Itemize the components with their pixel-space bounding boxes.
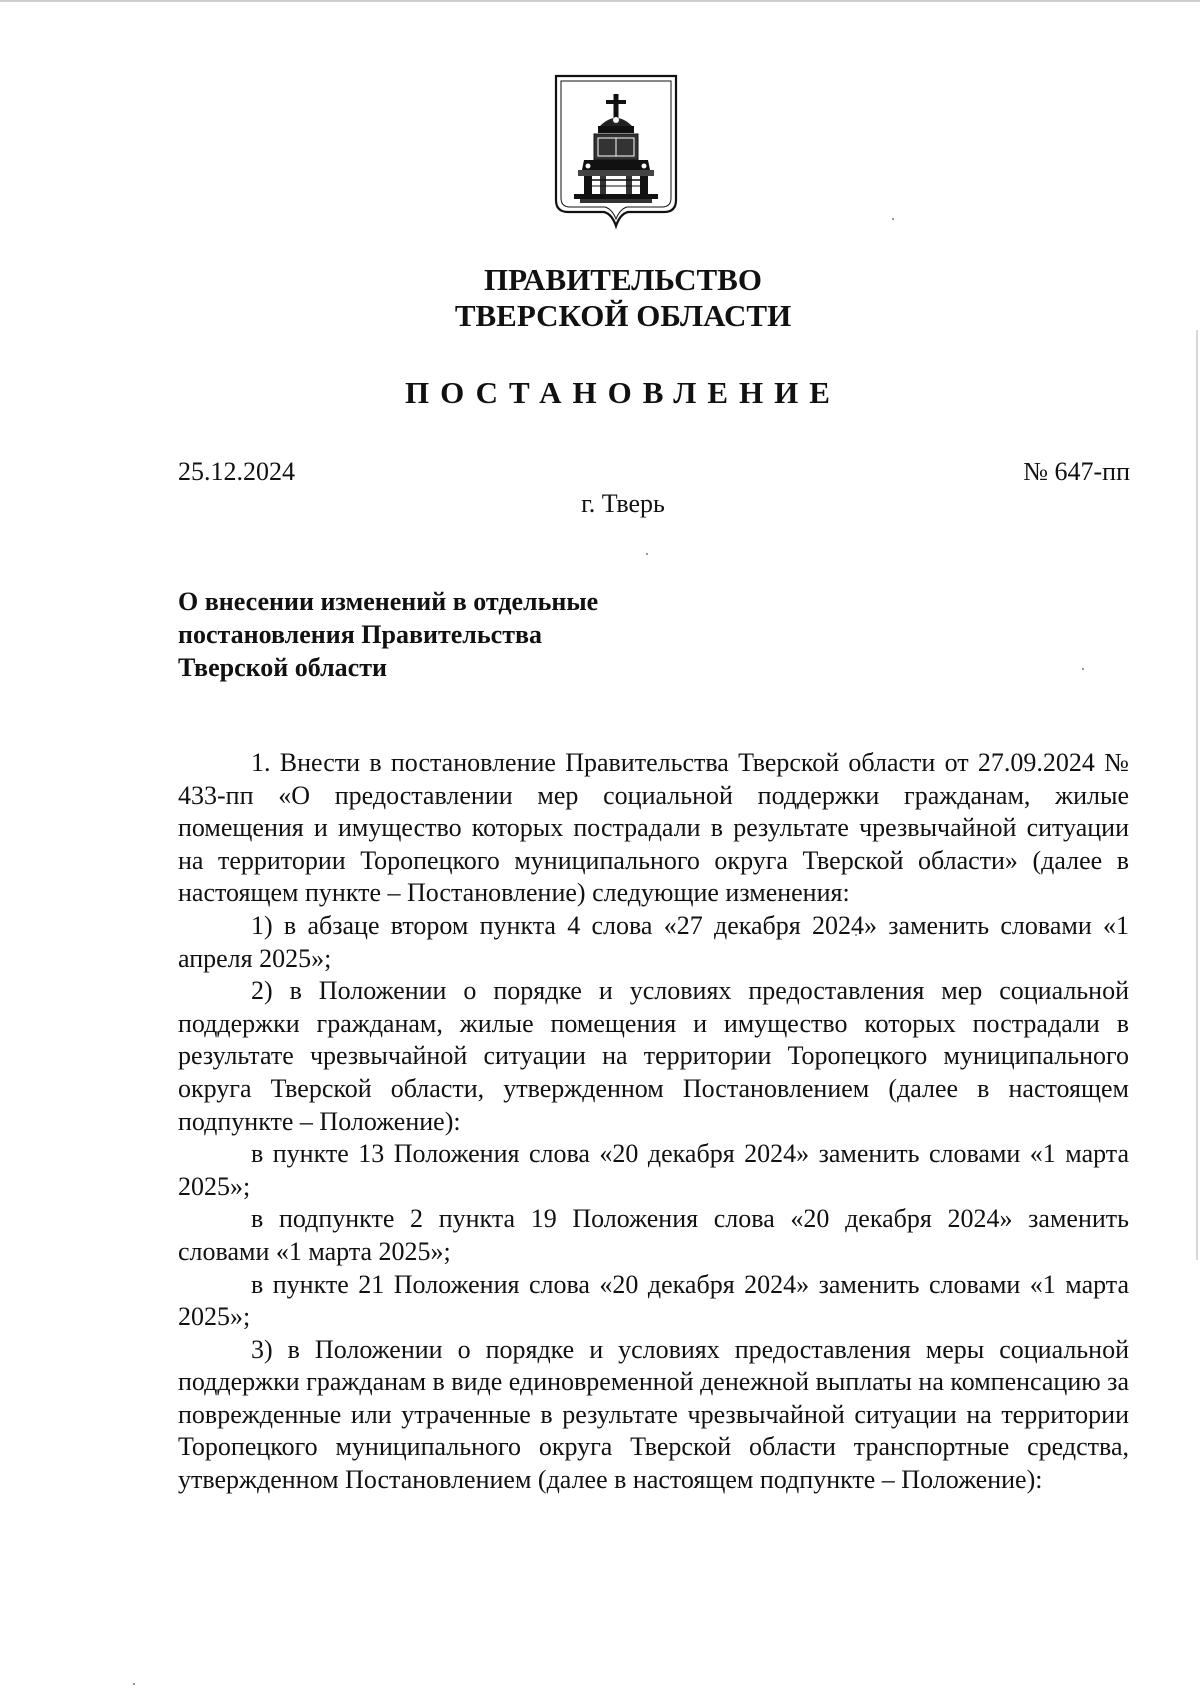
subject-line: постановления Правительства: [178, 620, 542, 649]
scan-edge-top: [0, 0, 1200, 2]
body-paragraph: в пункте 13 Положения слова «20 декабря 2024» заменить словами «1 марта 2025»;: [178, 1139, 1129, 1201]
body-paragraph: 2) в Положении о порядке и условиях предоставления мер социальной поддержки гражданам, жилые помещения и имущество которых пострадали в результате чрезвычайной ситуации на территории Торопецкого муниципального округа Тверской области, утвержденном Постановлением (далее в настоящем подпункте – Положение):: [178, 976, 1129, 1136]
coat-of-arms-icon: [554, 74, 678, 230]
scan-speck: [133, 1683, 135, 1685]
scan-speck: [646, 553, 648, 555]
government-title-line1: ПРАВИТЕЛЬСТВО: [484, 262, 762, 297]
body-paragraph: 1. Внести в постановление Правительства Тверской области от 27.09.2024 № 433-пп «О предоставлении мер социальной поддержки гражданам, жилые помещения и имущество которых пострадали в результате чрезвычайной ситуации на территории Торопецкого муниципального округа Тверской области» (далее в настоящем пункте – Постановление) следующие изменения:: [178, 748, 1129, 908]
scan-speck: [1082, 668, 1084, 670]
document-city: г. Тверь: [581, 489, 665, 518]
body-paragraph: 1) в абзаце втором пункта 4 слова «27 декабря 2024» заменить словами «1 апреля 2025»;: [178, 910, 1129, 973]
scan-edge-right: [1196, 330, 1198, 1260]
document-date: 25.12.2024: [178, 457, 295, 486]
body-paragraph: в подпункте 2 пункта 19 Положения слова «20 декабря 2024» заменить словами «1 марта 2025»;: [178, 1204, 1129, 1266]
subject-line: О внесении изменений в отдельные: [178, 587, 599, 616]
body-paragraph: 3) в Положении о порядке и условиях предоставления меры социальной поддержки гражданам в виде единовременной денежной выплаты на компенсацию за поврежденные или утраченные в результате чрезвычайной ситуации на территории Торопецкого муниципального округа Тверской области транспортные средства, утвержденном Постановлением (далее в настоящем подпункте – Положение):: [178, 1334, 1129, 1495]
government-title: [0, 262, 1200, 334]
document-number: № 647-пп: [1023, 457, 1130, 486]
subject-line: Тверской области: [178, 653, 387, 682]
document-subject: [178, 585, 778, 684]
body-paragraph: в пункте 21 Положения слова «20 декабря 2024» заменить словами «1 марта 2025»;: [178, 1269, 1129, 1332]
scan-speck: [892, 218, 894, 220]
document-body: [178, 747, 1129, 1497]
document-type-heading: ПОСТАНОВЛЕНИЕ: [405, 375, 841, 410]
government-title-line2: ТВЕРСКОЙ ОБЛАСТИ: [454, 298, 792, 333]
